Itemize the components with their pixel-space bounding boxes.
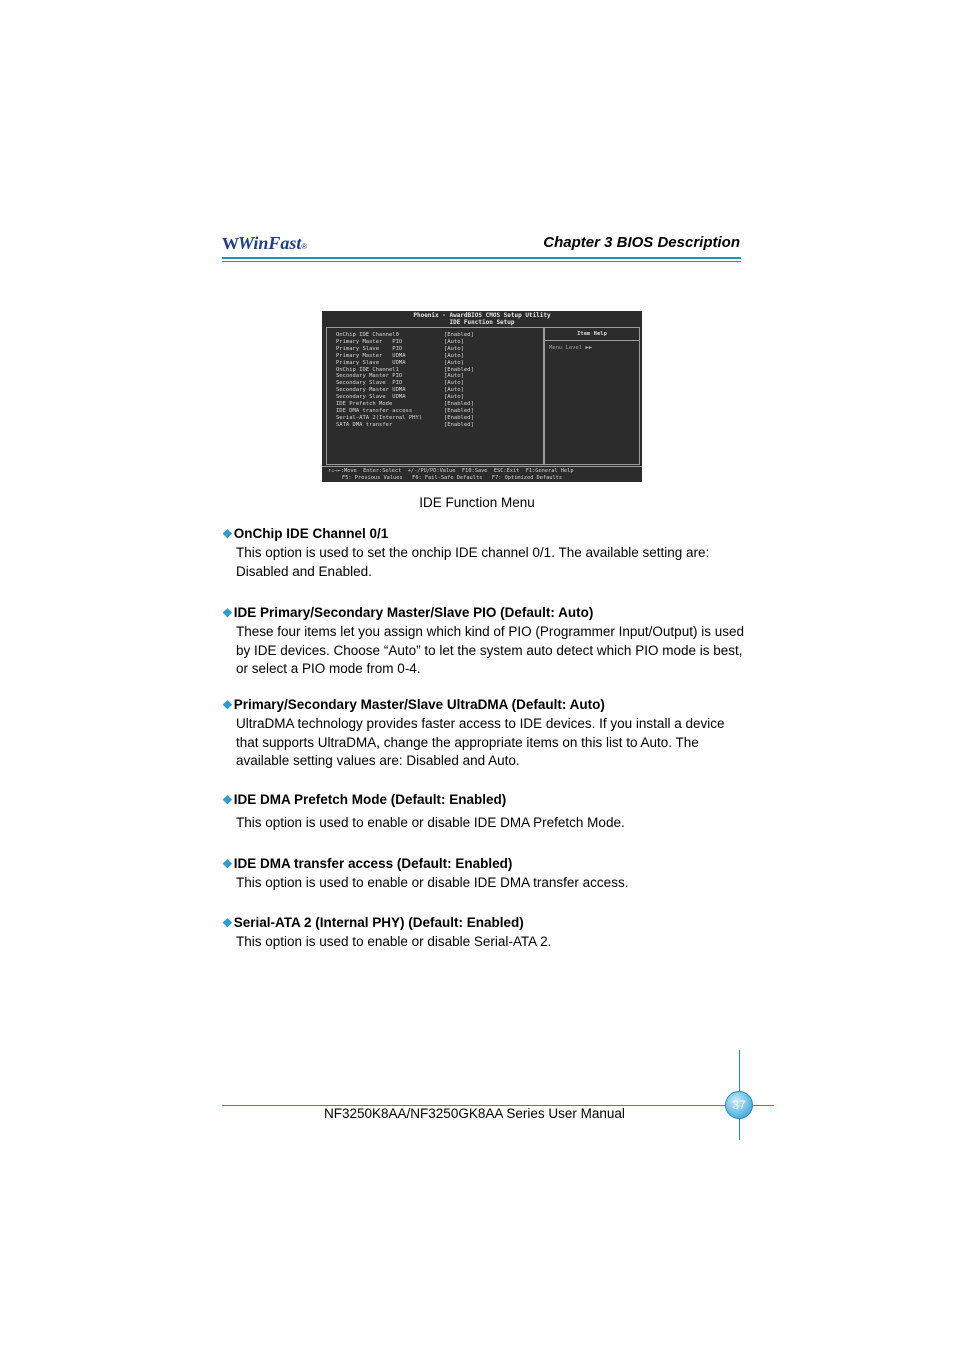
page-number-badge: [725, 1091, 753, 1119]
section-body-serial-ata: This option is used to enable or disable Serial-ATA 2.: [236, 934, 552, 949]
bullet-icon: ❖: [222, 527, 233, 541]
bios-option-label: IDE DMA transfer access: [336, 407, 413, 414]
bios-option-value: [Auto]: [444, 387, 464, 394]
bios-option-value: [Enabled]: [444, 414, 474, 421]
bios-option-value: [Auto]: [444, 352, 464, 359]
bios-footer-line2: F5: Previous Values F6: Fail-Safe Defaults F7: Optimized Defaults: [342, 475, 563, 481]
bios-option-row: [336, 387, 464, 394]
bios-option-label: Primary Slave UDMA: [336, 359, 406, 366]
section-title-dma-prefetch: [222, 792, 506, 807]
bios-option-row: [336, 345, 464, 353]
section-title-text: IDE DMA transfer access (Default: Enabled): [233, 856, 513, 871]
bios-screenshot: [322, 311, 642, 482]
bios-option-row: [336, 359, 464, 367]
section-title-text: IDE DMA Prefetch Mode (Default: Enabled): [233, 792, 507, 807]
bios-option-label: IDE Prefetch Mode: [336, 401, 393, 407]
bios-option-row: [336, 338, 464, 346]
bios-option-row: [336, 332, 474, 339]
bios-option-row: [336, 401, 474, 408]
section-title-ultradma: [222, 697, 605, 712]
section-title-text: IDE Primary/Secondary Master/Slave PIO (Default: Auto): [233, 605, 594, 620]
bios-help-title: Item Help: [577, 331, 607, 337]
logo-registered: ®: [301, 242, 308, 251]
logo-mark: W: [222, 234, 238, 253]
bios-footer-line1: ↑↓→←:Move Enter:Select +/-/PU/PD:Value F10:Save ESC:Exit F1:General Help: [328, 468, 574, 474]
bios-option-label: Primary Master PIO: [336, 338, 403, 345]
bios-option-value: [Auto]: [444, 394, 464, 401]
bios-help-divider: [545, 340, 639, 341]
header-rule-thin: [222, 261, 741, 262]
section-title-dma-transfer: [222, 856, 512, 871]
bios-option-row: [336, 366, 474, 374]
bios-option-row: [336, 373, 464, 380]
bios-option-label: Secondary Master PIO: [336, 373, 403, 380]
section-body-onchip-ide: This option is used to set the onchip IDE channel 0/1. The available setting are: Disabled and Enabled.: [236, 545, 710, 579]
bios-option-label: Secondary Slave UDMA: [336, 394, 406, 401]
bios-option-value: [Auto]: [444, 380, 464, 387]
section-body-dma-transfer: This option is used to enable or disable IDE DMA transfer access.: [236, 875, 629, 890]
bios-option-label: Secondary Slave PIO: [336, 380, 403, 387]
bios-title-line1: Phoenix - AwardBIOS CMOS Setup Utility: [413, 312, 551, 319]
bios-option-value: [Enabled]: [444, 407, 474, 414]
section-title-text: Serial-ATA 2 (Internal PHY) (Default: Enabled): [233, 915, 524, 930]
bios-option-row: [336, 380, 464, 387]
section-body-dma-prefetch: This option is used to enable or disable IDE DMA Prefetch Mode.: [236, 815, 625, 830]
bios-title: [322, 312, 642, 326]
bios-title-line2: IDE Function Setup: [449, 319, 515, 326]
bios-option-label: Primary Master UDMA: [336, 352, 406, 359]
manual-title: NF3250K8AA/NF3250GK8AA Series User Manual: [324, 1106, 625, 1121]
bios-help-text: Menu Level ▶▶: [549, 345, 593, 351]
bullet-icon: ❖: [222, 698, 233, 712]
bios-option-label: Primary Slave PIO: [336, 345, 403, 352]
bios-option-value: [Enabled]: [444, 421, 474, 428]
section-title-ide-pio: [222, 605, 593, 620]
page-number: 37: [732, 1098, 746, 1112]
bullet-icon: ❖: [222, 793, 233, 807]
chapter-title: Chapter 3 BIOS Description: [543, 234, 740, 251]
section-body-ultradma: UltraDMA technology provides faster access to IDE devices. If you install a device that supports UltraDMA, change the appropriate items on this list to Auto. The available setting values are: Disabled and Auto.: [236, 716, 725, 768]
bios-option-row: [336, 407, 474, 415]
bios-option-value: [Auto]: [444, 338, 464, 345]
bios-option-row: [336, 352, 464, 360]
logo-text: WinFast: [238, 233, 302, 253]
bios-help-panel: [544, 327, 640, 465]
bios-option-label: OnChip IDE Channel0: [336, 332, 399, 338]
header-rule: [222, 257, 741, 259]
bios-option-label: OnChip IDE Channel1: [336, 366, 399, 373]
bios-option-value: [Auto]: [444, 359, 464, 366]
bios-option-label: Secondary Master UDMA: [336, 387, 406, 394]
bios-option-value: [Enabled]: [444, 401, 474, 407]
section-title-serial-ata: [222, 915, 524, 930]
section-title-onchip-ide: [222, 526, 388, 541]
bios-option-value: [Auto]: [444, 373, 464, 380]
section-body-ide-pio: These four items let you assign which kind of PIO (Programmer Input/Output) is used by IDE devices. Choose “Auto” to let the system auto detect which PIO mode is best, or select a PIO mode from 0-4.: [236, 624, 744, 676]
bullet-icon: ❖: [222, 916, 233, 930]
bios-option-value: [Enabled]: [444, 366, 474, 373]
section-title-text: OnChip IDE Channel 0/1: [233, 526, 389, 541]
bullet-icon: ❖: [222, 857, 233, 871]
bios-option-row: [336, 394, 464, 401]
bios-option-label: SATA DMA transfer: [336, 421, 393, 428]
bios-footer: [322, 466, 642, 483]
section-title-text: Primary/Secondary Master/Slave UltraDMA (Default: Auto): [233, 697, 605, 712]
bios-option-label: Serial-ATA 2(Internal PHY): [336, 414, 423, 421]
bios-option-value: [Auto]: [444, 345, 464, 352]
winfast-logo: [222, 233, 307, 255]
bios-option-row: [336, 421, 474, 429]
bios-option-row: [336, 414, 474, 422]
bios-option-value: [Enabled]: [444, 332, 474, 338]
bullet-icon: ❖: [222, 606, 233, 620]
figure-caption: IDE Function Menu: [419, 495, 535, 510]
